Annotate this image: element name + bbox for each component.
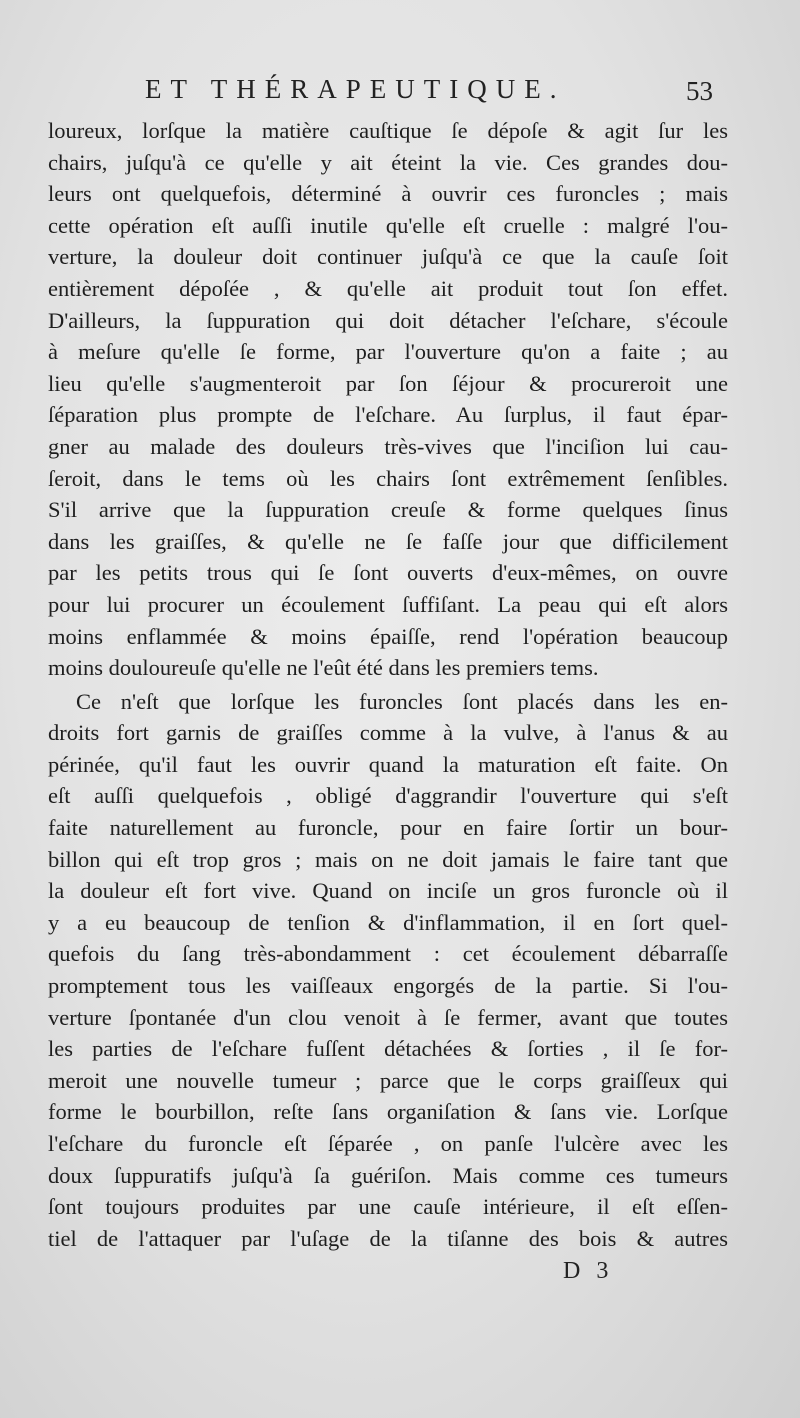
text-line: doux ſuppuratifs juſqu'à ſa guériſon. Mais comme ces tumeurs (48, 1162, 728, 1188)
paragraph (48, 686, 728, 1255)
text-line: ſéparation plus prompte de l'eſchare. Au ſurplus, il faut épar- (48, 402, 728, 428)
text-line: y a eu beaucoup de tenſion & d'inflammation, il en ſort quel- (48, 909, 728, 935)
text-line: chairs, juſqu'à ce qu'elle y ait éteint la vie. Ces grandes dou- (48, 149, 728, 175)
text-line: Ce n'eſt que lorſque les furoncles ſont placés dans les en- (76, 688, 728, 714)
text-line: à meſure qu'elle ſe forme, par l'ouverture qu'on a faite ; au (48, 339, 728, 365)
text-line: loureux, lorſque la matière cauſtique ſe dépoſe & agit ſur les (48, 118, 728, 143)
page-number: 53 (686, 76, 713, 106)
text-line: leurs ont quelquefois, déterminé à ouvrir ces furoncles ; mais (48, 181, 728, 207)
text-line: eſt auſſi quelquefois , obligé d'aggrandir l'ouverture qui s'eſt (48, 783, 728, 809)
body-text (48, 115, 728, 1254)
text-line: dans les graiſſes, & qu'elle ne ſe faſſe jour que difficilement (48, 528, 728, 554)
text-line: forme le bourbillon, reſte ſans organiſation & ſans vie. Lorſque (48, 1099, 728, 1125)
text-line: S'il arrive que la ſuppuration creuſe & forme quelques ſinus (48, 497, 728, 523)
text-line: l'eſchare du furoncle eſt ſéparée , on panſe l'ulcère avec les (48, 1131, 728, 1156)
text-line: pour lui procurer un écoulement ſuffiſant. La peau qui eſt alors (48, 591, 728, 617)
text-line: par les petits trous qui ſe ſont ouverts d'eux-mêmes, on ouvre (48, 560, 728, 586)
paragraph (48, 115, 728, 684)
text-line: quefois du ſang très-abondamment : cet écoulement débarraſſe (48, 941, 728, 967)
text-line: D'ailleurs, la ſuppuration qui doit détacher l'eſchare, s'écoule (48, 307, 728, 333)
text-line: promptement tous les vaiſſeaux engorgés de la partie. Si l'ou- (48, 973, 728, 999)
text-line: périnée, qu'il faut les ouvrir quand la maturation eſt faite. On (48, 751, 728, 777)
text-line: droits fort garnis de graiſſes comme à la vulve, à l'anus & au (48, 720, 728, 746)
text-line: verture, la douleur doit continuer juſqu'à ce que la cauſe ſoit (48, 244, 728, 270)
signature-mark: D 3 (563, 1258, 614, 1284)
running-head (0, 74, 800, 110)
text-line: meroit une nouvelle tumeur ; parce que le corps graiſſeux qui (48, 1067, 728, 1093)
text-line: gner au malade des douleurs très-vives que l'inciſion lui cau- (48, 433, 728, 459)
text-line: entièrement dépoſée , & qu'elle ait produit tout ſon effet. (48, 275, 728, 301)
text-line: moins douloureuſe qu'elle ne l'eût été dans les premiers tems. (48, 655, 599, 681)
text-line: les parties de l'eſchare fuſſent détachées & ſorties , il ſe for- (48, 1036, 728, 1062)
text-line: faite naturellement au furoncle, pour en faire ſortir un bour- (48, 815, 728, 841)
text-line: cette opération eſt auſſi inutile qu'elle eſt cruelle : malgré l'ou- (48, 212, 728, 238)
text-line: ſont toujours produites par une cauſe intérieure, il eſt eſſen- (48, 1194, 728, 1220)
text-line: lieu qu'elle s'augmenteroit par ſon ſéjour & procureroit une (48, 370, 728, 396)
text-line: la douleur eſt fort vive. Quand on inciſe un gros furoncle où il (48, 878, 728, 904)
text-line: verture ſpontanée d'un clou venoit à ſe fermer, avant que toutes (48, 1004, 728, 1030)
text-line: moins enflammée & moins épaiſſe, rend l'opération beaucoup (48, 623, 728, 649)
text-line: ſeroit, dans le tems où les chairs ſont extrêmement ſenſibles. (48, 465, 728, 491)
text-line: tiel de l'attaquer par l'uſage de la tiſanne des bois & autres (48, 1225, 728, 1251)
running-head-title: ET THÉRAPEUTIQUE. (145, 74, 566, 104)
text-line: billon qui eſt trop gros ; mais on ne doit jamais le faire tant que (48, 846, 728, 872)
